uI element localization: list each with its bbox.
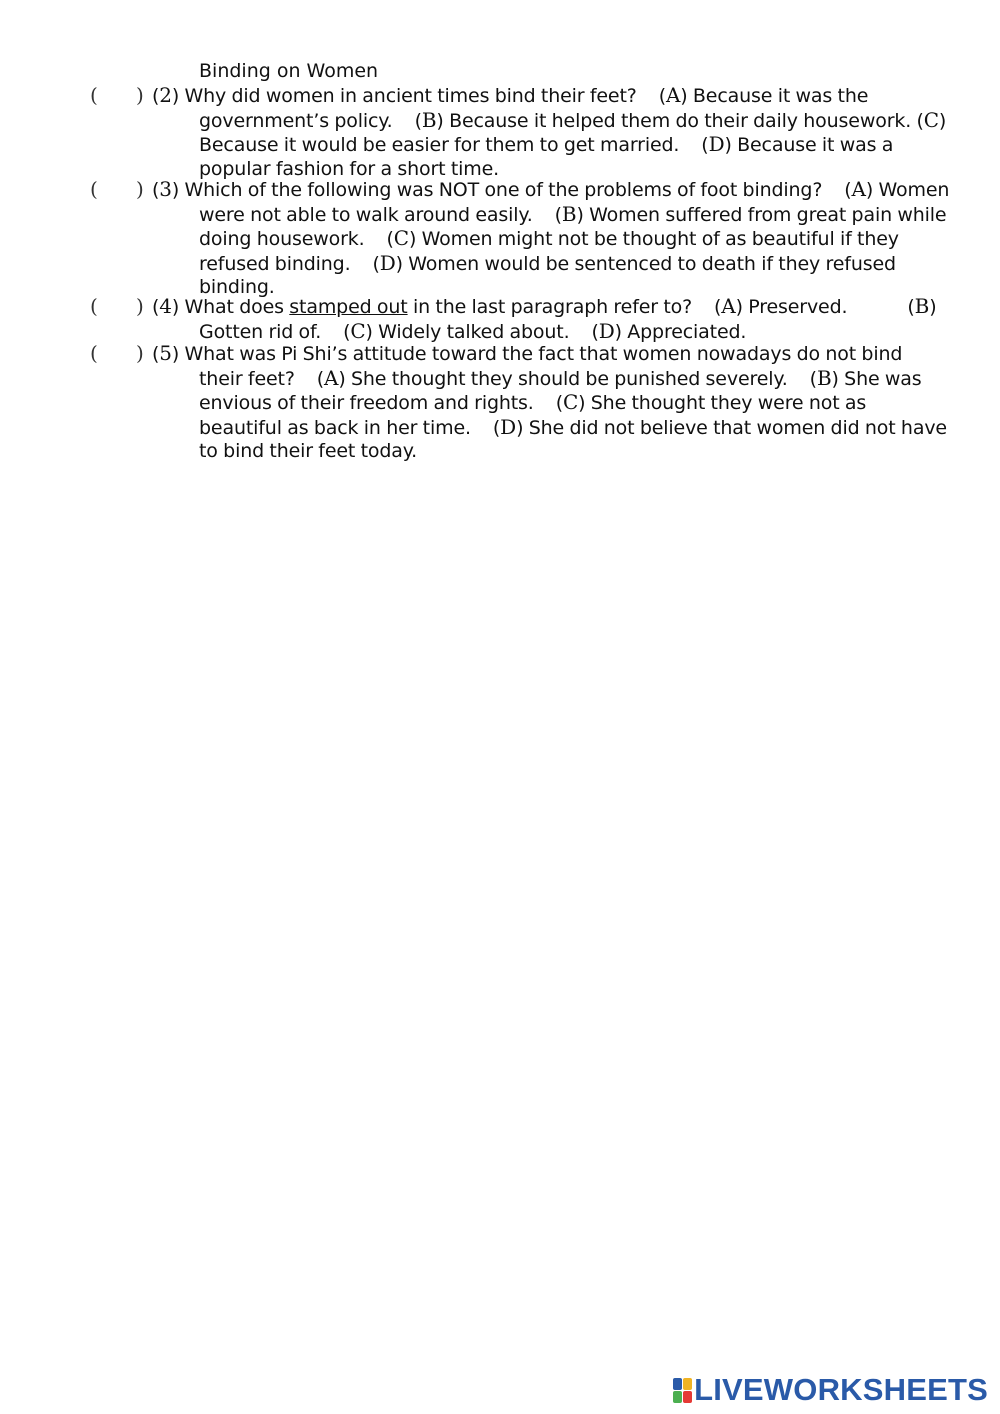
option-a: (A) Women were not able to walk around easily.	[199, 177, 950, 226]
answer-blank-q5[interactable]: ( )	[90, 341, 144, 365]
option-c: (C) Widely talked about.	[343, 318, 570, 343]
question-number: 3	[159, 177, 172, 201]
brand-name: LIVEWORKSHEETS	[694, 1372, 988, 1407]
answer-blank-q4[interactable]: ( )	[90, 294, 144, 318]
question-number: 2	[159, 83, 172, 107]
question-2-body: (2) Why did women in ancient times bind their feet? (A) Because it was the government’s policy. (B) Because it helped them do their daily housework. (C) Because it would be easier for them to get married. (D) Because it was a popular fashion for a short time.	[152, 83, 947, 180]
option-d: (D) Appreciated.	[591, 318, 747, 343]
option-b: (B) Women suffered from great pain while doing housework.	[199, 201, 947, 250]
option-c: (C) She thought they were not as beautiful as back in her time.	[199, 390, 867, 439]
answer-blank-q3[interactable]: ( )	[90, 177, 144, 201]
option-b: (B) Because it helped them do their daily housework.	[414, 107, 912, 132]
option-b: (B) Gotten rid of.	[199, 294, 937, 343]
option-d: (D) Because it was a popular fashion for a short time.	[199, 132, 894, 180]
logo-mark-icon	[673, 1378, 691, 1402]
option-d: (D) She did not believe that women did not have to bind their feet today.	[199, 414, 947, 462]
question-5-body: (5) What was Pi Shi’s attitude toward the fact that women nowadays do not bind their feet? (A) She thought they should be punished severely. (B) She was envious of their freedom and rights. (C) She thought they were not as beautiful as back in her time. (D) She did not believe that women did not have to bind their feet today.	[152, 341, 947, 462]
question-3	[90, 178, 950, 300]
option-d: (D) Women would be sentenced to death if they refused binding.	[199, 250, 896, 298]
underlined-phrase: stamped out	[289, 296, 408, 318]
question-number: 4	[159, 294, 172, 318]
liveworksheets-logo[interactable]	[673, 1372, 988, 1407]
question-stem: Why did women in ancient times bind their feet?	[184, 85, 637, 107]
question-stem: Which of the following was NOT one of the problems of foot binding?	[184, 179, 823, 201]
passage-title: Binding on Women	[199, 60, 379, 82]
option-c: (C) Women might not be thought of as beautiful if they refused binding.	[199, 226, 899, 275]
option-a: (A) Preserved.	[714, 294, 848, 318]
question-3-body: (3) Which of the following was NOT one of the problems of foot binding? (A) Women were not able to walk around easily. (B) Women suffered from great pain while doing housework. (C) Women might not be thought of as beautiful if they refused binding. (D) Women would be sentenced to death if they refused binding.	[152, 177, 950, 298]
question-5	[90, 342, 950, 464]
option-a: (A) She thought they should be punished severely.	[316, 365, 788, 390]
question-2	[90, 84, 950, 181]
option-a: (A) Because it was the government’s policy.	[199, 83, 869, 132]
question-stem: What was Pi Shi’s attitude toward the fact that women nowadays do not bind their feet?	[184, 343, 903, 390]
question-stem-after: in the last paragraph refer to?	[413, 296, 693, 318]
option-b: (B) She was envious of their freedom and rights.	[199, 365, 922, 414]
question-stem-before: What does	[184, 296, 284, 318]
question-number: 5	[159, 341, 172, 365]
question-4	[90, 295, 950, 344]
answer-blank-q2[interactable]: ( )	[90, 83, 144, 107]
option-c: (C) Because it would be easier for them to get married.	[199, 107, 947, 156]
question-4-body: (4) What does stamped out in the last paragraph refer to? (A) Preserved. (B) Gotten rid of. (C) Widely talked about. (D) Appreciated.	[152, 294, 937, 343]
